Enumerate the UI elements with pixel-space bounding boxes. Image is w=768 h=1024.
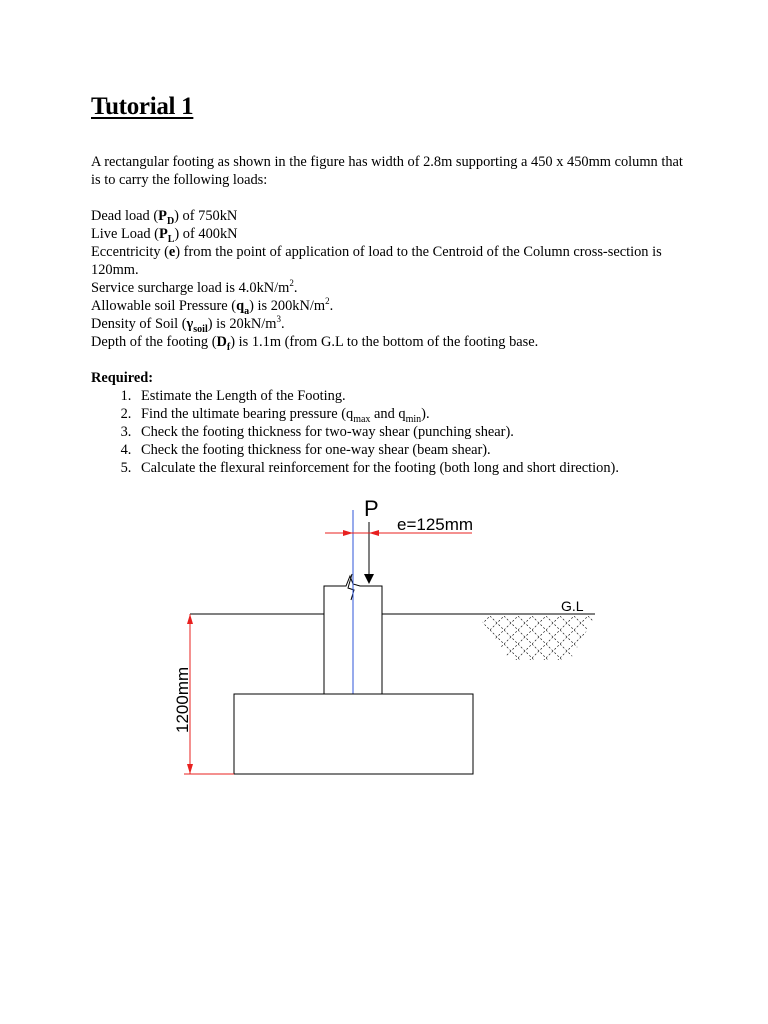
list-item: 2. Find the ultimate bearing pressure ($q_{max}$ and $q_{min}$). <box>135 405 691 423</box>
soil-hatch <box>478 616 595 660</box>
eccentricity-arrow-right-icon <box>369 530 379 536</box>
list-item: 1. Estimate the Length of the Footing. <box>135 387 691 405</box>
depth-label: 1200mm <box>173 666 192 733</box>
surcharge-line: Service surcharge load is $4.0kN/m^2$. <box>91 278 298 296</box>
eccentricity-label: e=125mm <box>397 515 474 534</box>
required-heading: Required: <box>91 370 154 386</box>
list-item: 3. Check the footing thickness for two-way shear (punching shear). <box>135 423 691 441</box>
list-item: 5. Calculate the flexural reinforcement for the footing (both long and short direction). <box>135 459 691 477</box>
load-arrow-head-icon <box>364 574 374 584</box>
depth-arrow-bottom-icon <box>187 764 193 774</box>
footing-base <box>234 694 473 774</box>
load-label: P <box>364 496 379 521</box>
eccentricity-arrow-left-icon <box>343 530 353 536</box>
depth-arrow-top-icon <box>187 614 193 624</box>
intro-paragraph: A rectangular footing as shown in the figure has width of 2.8m supporting a 450 x 450mm column that is to carry the following loads: <box>91 154 683 188</box>
ground-label: G.L <box>561 598 584 614</box>
list-item: 4. Check the footing thickness for one-way shear (beam shear). <box>135 441 691 459</box>
footing-depth-line: Depth of the footing $(D_f)$ is 1.1m (from G.L to the bottom of the footing base. <box>91 334 539 353</box>
page-title: Tutorial 1 <box>91 93 194 120</box>
soil-density-line: Density of Soil $(\gamma_{soil})$ is $20kN/m^3$. <box>91 314 285 335</box>
live-load-line: Live Load $(P_L)$ of 400kN <box>91 226 238 245</box>
eccentricity-line: Eccentricity (e) from the point of application of load to the Centroid of the Column cross-section is 120mm. <box>91 244 662 278</box>
dead-load-line: Dead load $(P_D)$ of 750kN <box>91 208 238 227</box>
allowable-pressure-line: Allowable soil Pressure $(q_a)$ is $200kN/m^2$. <box>91 296 334 317</box>
